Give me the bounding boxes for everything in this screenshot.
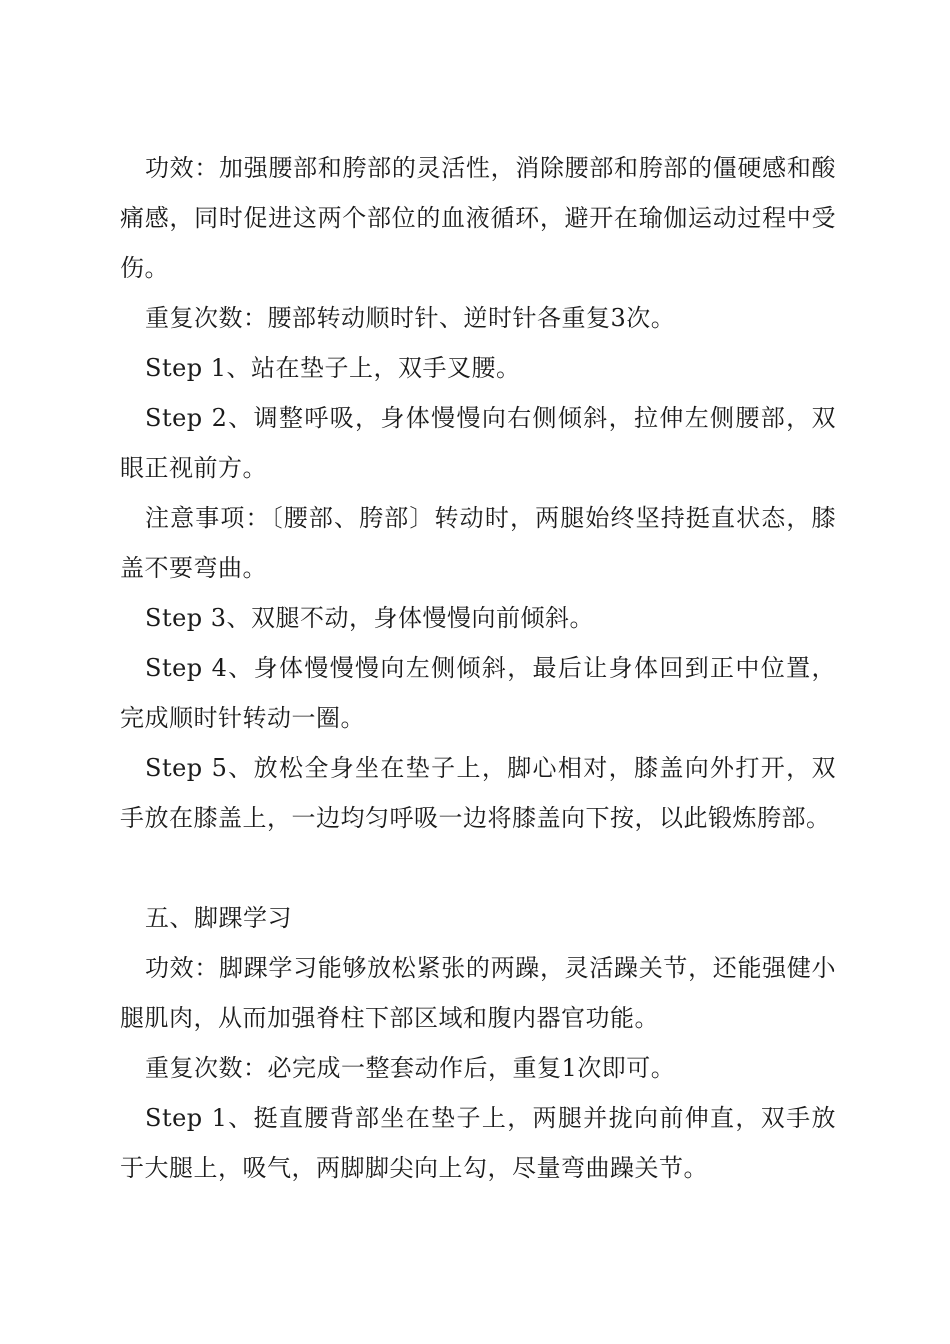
paragraph-step-4: Step 4、身体慢慢慢向左侧倾斜，最后让身体回到正中位置，完成顺时针转动一圈。	[120, 654, 836, 732]
section-heading: 五、脚踝学习	[145, 904, 292, 932]
paragraph-benefits: 功效：加强腰部和胯部的灵活性，消除腰部和胯部的僵硬感和酸痛感，同时促进这两个部位的血液循环，避开在瑜伽运动过程中受伤。	[120, 154, 836, 282]
section-paragraph-benefits: 功效：脚踝学习能够放松紧张的两躁，灵活躁关节，还能强健小腿肌肉，从而加强脊柱下部区域和腹内器官功能。	[120, 954, 836, 1032]
paragraph-repetitions: 重复次数：腰部转动顺时针、逆时针各重复3次。	[145, 304, 676, 332]
paragraph-step-5: Step 5、放松全身坐在垫子上，脚心相对，膝盖向外打开，双手放在膝盖上，一边均匀呼吸一边将膝盖向下按，以此锻炼胯部。	[120, 754, 836, 832]
document-body	[120, 143, 836, 1193]
section-spacer	[120, 843, 836, 893]
paragraph-step-2: Step 2、调整呼吸，身体慢慢向右侧倾斜，拉伸左侧腰部，双眼正视前方。	[120, 404, 836, 482]
paragraph-notes: 注意事项：〔腰部、胯部〕转动时，两腿始终坚持挺直状态，膝盖不要弯曲。	[120, 504, 836, 582]
section-paragraph-repetitions: 重复次数：必完成一整套动作后，重复1次即可。	[145, 1054, 676, 1082]
paragraph-step-3: Step 3、双腿不动，身体慢慢向前倾斜。	[145, 604, 595, 632]
paragraph-step-1: Step 1、站在垫子上，双手叉腰。	[145, 354, 521, 382]
section-paragraph-step-1: Step 1、挺直腰背部坐在垫子上，两腿并拢向前伸直，双手放于大腿上，吸气，两脚脚尖向上勾，尽量弯曲躁关节。	[120, 1104, 836, 1182]
